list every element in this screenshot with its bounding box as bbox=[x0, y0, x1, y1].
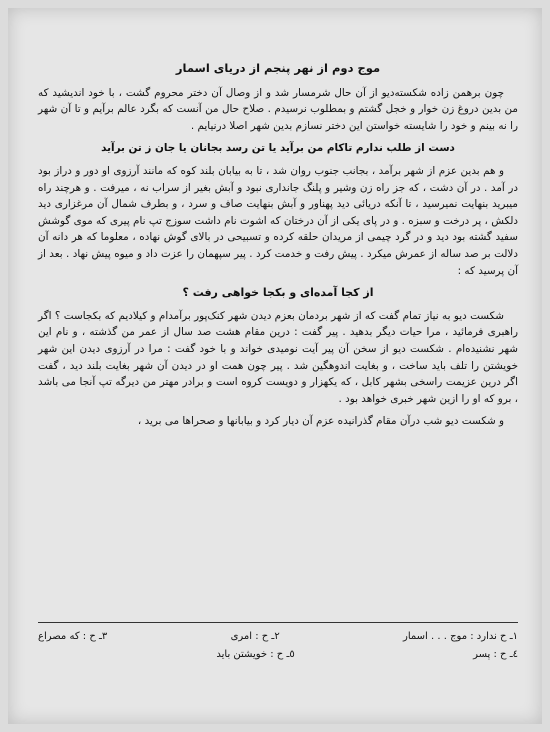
footnote-2: ٢ـ ح : امری bbox=[230, 631, 280, 642]
document-body bbox=[38, 60, 518, 436]
paragraph: و شکست دیو شب درآن مقام گذرانیده عزم آن دیار کرد و بیابانها و صحراها می برید ، bbox=[137, 415, 504, 428]
footnote-5: ٥ـ ح : خویشتن باید bbox=[216, 649, 295, 660]
footnotes bbox=[38, 628, 518, 664]
footnote-3: ٣ـ ح : که مصراع bbox=[38, 631, 108, 642]
verse: دست از طلب ندارم تاکام من برآید یا تن رسد بجانان یا جان ز تن برآید bbox=[101, 142, 455, 155]
paragraph: و هم بدین عزم از شهر برآمد ، بجانب جنوب روان شد ، تا به بیابان بلند کوه که مانند آرزوی او دور و دراز بود در آمد . در آن دشت ، که جز راه زن وشیر و پلنگ جانداری نبود و آبش بغیر از سراب نه ، میرفت . و هرچند راه میبرید بنهایت نمیرسید ، تا آنکه دریائی دید پهناور و آبش بنهایت صاف و سرد ، و بطرف شمال آن مرغزاری دید دلکش ، پر درخت و سبزه . و در پای یکی از آن درختان که اشوت نام داشت سوزج تپ نام پیری که موی گوشش سفید گشته بود دید و در گرد چیمی از مریدان حلقه کرده و تسبیحی در بالای گوش نهاده ، معلوما که هر دانه آن دلالت بر صد ساله از عمرش میکرد . پیش رفت و خدمت کرد . پیر سپهمان را عزت داد و میوه پیش نهاد . بعد از آن پرسید که : bbox=[38, 164, 518, 277]
document-page bbox=[8, 8, 542, 724]
paragraph: شکست دیو به نیاز تمام گفت که از شهر بردمان بعزم دیدن شهر کنک‌پور برآمدام و کیلادیم که بکجاست ؟ اگر راهبری فرمائید ، مرا حیات دیگر بدهید . پیر گفت : درین مقام هشت صد سال از عمر من گذشته ، و نام این شهر نشنیده‌ام . شکست دیو از سخن آن پیر آیت نومیدی خواند و با خود گفت : مرا در آرزوی دیدن این شهر خویشتن را تلف باید ساخت ، و بغایت اندوهگین شد . پیر چون همت او در دیدن آن شهر بغایت بلند دید ، گفت اگر درین عزیمت راسخی بشهر کابل ، که یکهزار و دویست کروه است و برادر مهتر من دیرگه تپ آنجا می باشد ، برو که او را ازین شهر خبری خواهد بود . bbox=[38, 309, 518, 405]
footnote-1: ١ـ ح ندارد : موج . . . اسمار bbox=[403, 631, 518, 642]
question-line: از کجا آمده‌ای و بکجا خواهی رفت ؟ bbox=[182, 286, 374, 300]
footnote-4: ٤ـ ح : پسر bbox=[473, 649, 518, 660]
footnote-row bbox=[38, 646, 518, 664]
footnote-divider bbox=[38, 622, 518, 623]
page-title: موج دوم از نهر پنجم از دریای اسمار bbox=[175, 61, 381, 75]
paragraph: چون برهمن زاده شکسته‌دیو از آن حال شرمسار شد و از وصال آن دختر محروم گشت ، با خود اندیشید که من بدین دروغ زن خوار و خجل گشتم و بمطلوب نرسیدم . صلاح حال من آنست که بگرد عالم برآیم و تا آن شهر را نه بینم و خود را شایسته خواستن این دختر نسازم بدین شهر اصلا درنیایم . bbox=[38, 86, 518, 132]
footnote-row bbox=[38, 628, 518, 646]
